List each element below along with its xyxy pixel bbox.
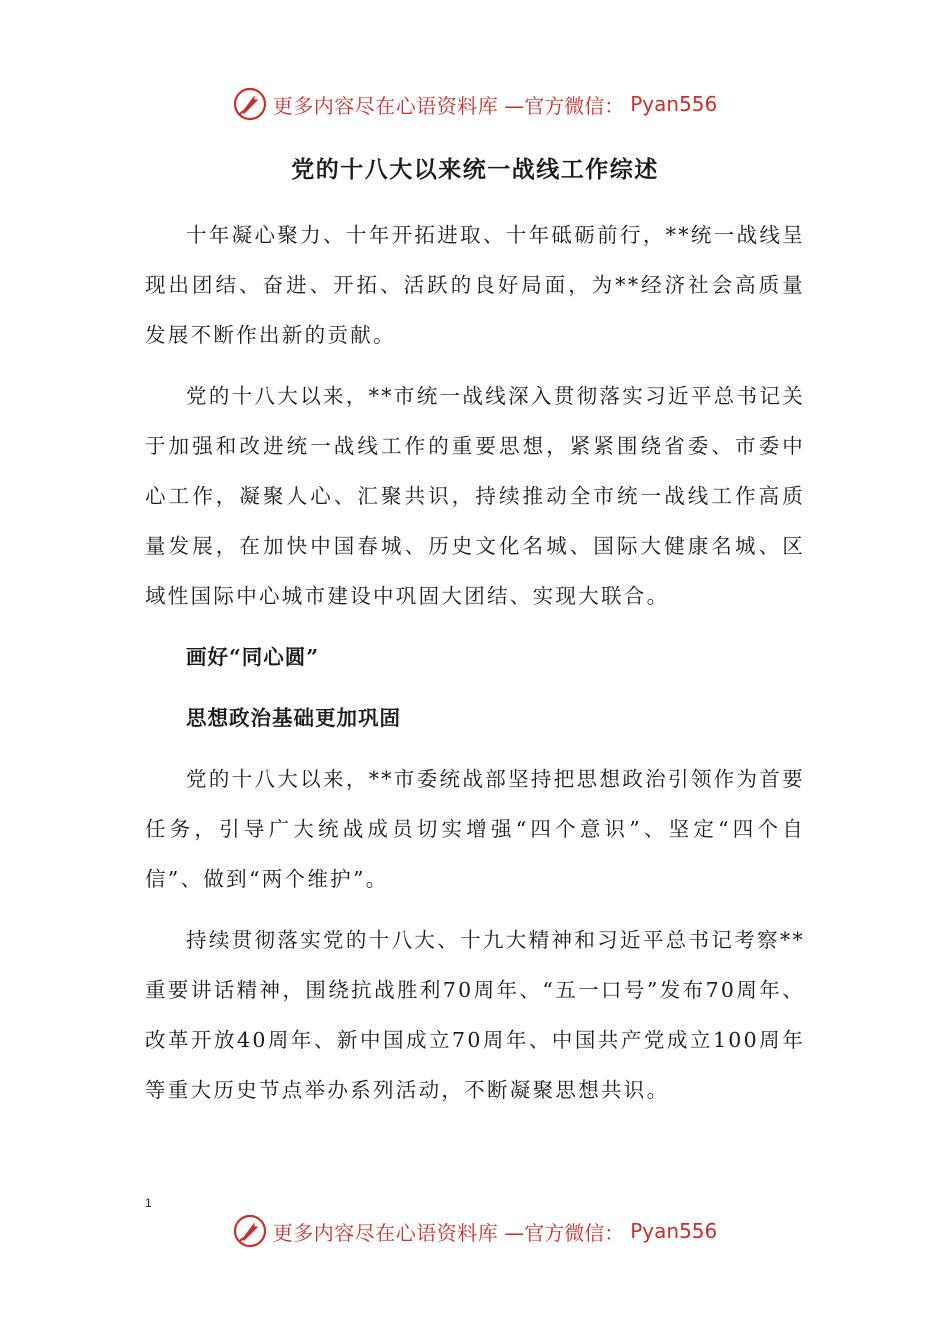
document-body [145, 210, 805, 1126]
watermark-separator: —官方微信： [504, 93, 625, 118]
paragraph-overview: 党的十八大以来，**市统一战线深入贯彻落实习近平总书记关于加强和改进统一战线工作的重要思想，紧紧围绕省委、市委中心工作，凝聚人心、汇聚共识，持续推动全市统一战线工作高质量发展，在加快中国春城、历史文化名城、国际大健康名城、区域性国际中心城市建设中巩固大团结、实现大联合。 [145, 384, 805, 608]
paragraph-activities: 持续贯彻落实党的十八大、十九大精神和习近平总书记考察**重要讲话精神，围绕抗战胜利70周年、“五一口号”发布70周年、改革开放40周年、新中国成立70周年、中国共产党成立100周年等重大历史节点举办系列活动，不断凝聚思想共识。 [145, 928, 805, 1102]
pen-nib-icon [233, 87, 267, 121]
watermark-text: 更多内容尽在心语资料库 [272, 93, 499, 118]
document-title: 党的十八大以来统一战线工作综述 [291, 156, 659, 183]
header-watermark [0, 84, 950, 124]
paragraph-intro: 十年凝心聚力、十年开拓进取、十年砥砺前行，**统一战线呈现出团结、奋进、开拓、活跃的良好局面，为**经济社会高质量发展不断作出新的贡献。 [145, 223, 805, 347]
watermark-wechat-id: Pyan556 [630, 92, 718, 116]
pen-nib-icon [233, 1214, 267, 1248]
watermark-text: 更多内容尽在心语资料库 [272, 1220, 499, 1245]
subsection-heading: 思想政治基础更加巩固 [186, 706, 401, 730]
footer-watermark [0, 1211, 950, 1251]
paragraph-ideological: 党的十八大以来，**市委统战部坚持把思想政治引领作为首要任务，引导广大统战成员切实增强“四个意识”、坚定“四个自信”、做到“两个维护”。 [145, 767, 805, 891]
page-number: 1 [145, 1196, 152, 1210]
section-heading: 画好“同心圆” [186, 645, 320, 669]
watermark-wechat-id: Pyan556 [630, 1219, 718, 1243]
watermark-separator: —官方微信： [504, 1220, 625, 1245]
